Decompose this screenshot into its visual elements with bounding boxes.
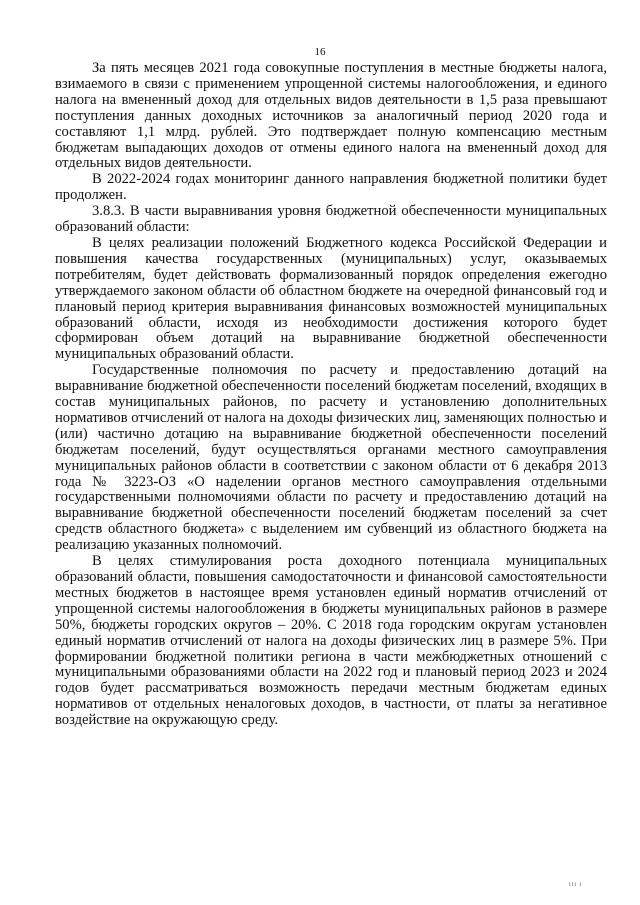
paragraph-budget-code: В целях реализации положений Бюджетного кодекса Российской Федерации и повышения качества государственных (муниципальных) услуг, оказываемых потребителям, будет действовать формализованный порядок определения ежегодно утверждаемого законом области об областном бюджете на очередной финансовый год и плановый период критерия выравнивания финансовых возможностей муниципальных образований области, исходя из необходимости достижения которого будет сформирован объем дотаций на выравнивание бюджетной обеспеченности муниципальных образований области. <box>55 234 607 363</box>
footer-mark: iii i <box>569 882 583 888</box>
document-body <box>55 61 607 729</box>
paragraph-revenue-summary: За пять месяцев 2021 года совокупные поступления в местные бюджеты налога, взимаемого в связи с применением упрощенной системы налогообложения, и единого налога на вмененный доход для отдельных видов деятельности в 1,5 раза превышают поступления данных доходных источников за аналогичный период 2020 года и составляют 1,1 млрд. рублей. Это подтверждает полную компенсацию местным бюджетам выпадающих доходов от отмены единого налога на вмененный доход для отдельных видов деятельности. <box>55 60 607 172</box>
paragraph-state-powers: Государственные полномочия по расчету и предоставлению дотаций на выравнивание бюджетной обеспеченности поселений бюджетам поселений, входящих в состав муниципальных районов, по расчету и установлению дополнительных нормативов отчислений от налога на доходы физических лиц, заменяющих полностью и (или) частично дотацию на выравнивание бюджетной обеспеченности поселений бюджетам поселений, будут осуществляться органами местного самоуправления муниципальных районов области в соответствии с законом области от 6 декабря 2013 года № 3223-ОЗ «О наделении органов местного самоуправления отдельными государственными полномочиями области по расчету и предоставлению дотаций на выравнивание бюджетной обеспеченности поселений бюджетам поселений за счет средств областного бюджета» с выделением им субвенций из областного бюджета на реализацию указанных полномочий. <box>55 362 607 554</box>
paragraph-monitoring: В 2022-2024 годах мониторинг данного направления бюджетной политики будет продолжен. <box>55 171 607 204</box>
paragraph-stimulation: В целях стимулирования роста доходного потенциала муниципальных образований области, повышения самодостаточности и финансовой самостоятельности местных бюджетов в настоящее время установлен единый норматив отчислений от упрощенной системы налогообложения в бюджеты муниципальных районов в размере 50%, бюджеты городских округов – 20%. С 2018 года городским округам установлен единый норматив отчислений от налога на доходы физических лиц в размере 5%. При формировании бюджетной политики региона в части межбюджетных отношений с муниципальными образованиями области на 2022 год и плановый период 2023 и 2024 годов будет рассматриваться возможность передачи местным бюджетам единых нормативов от отдельных неналоговых доходов, в частности, от платы за негативное воздействие на окружающую среду. <box>55 553 607 729</box>
page-number: 16 <box>314 46 326 58</box>
section-heading-3-8-3: 3.8.3. В части выравнивания уровня бюджетной обеспеченности муниципальных образований области: <box>55 203 607 236</box>
